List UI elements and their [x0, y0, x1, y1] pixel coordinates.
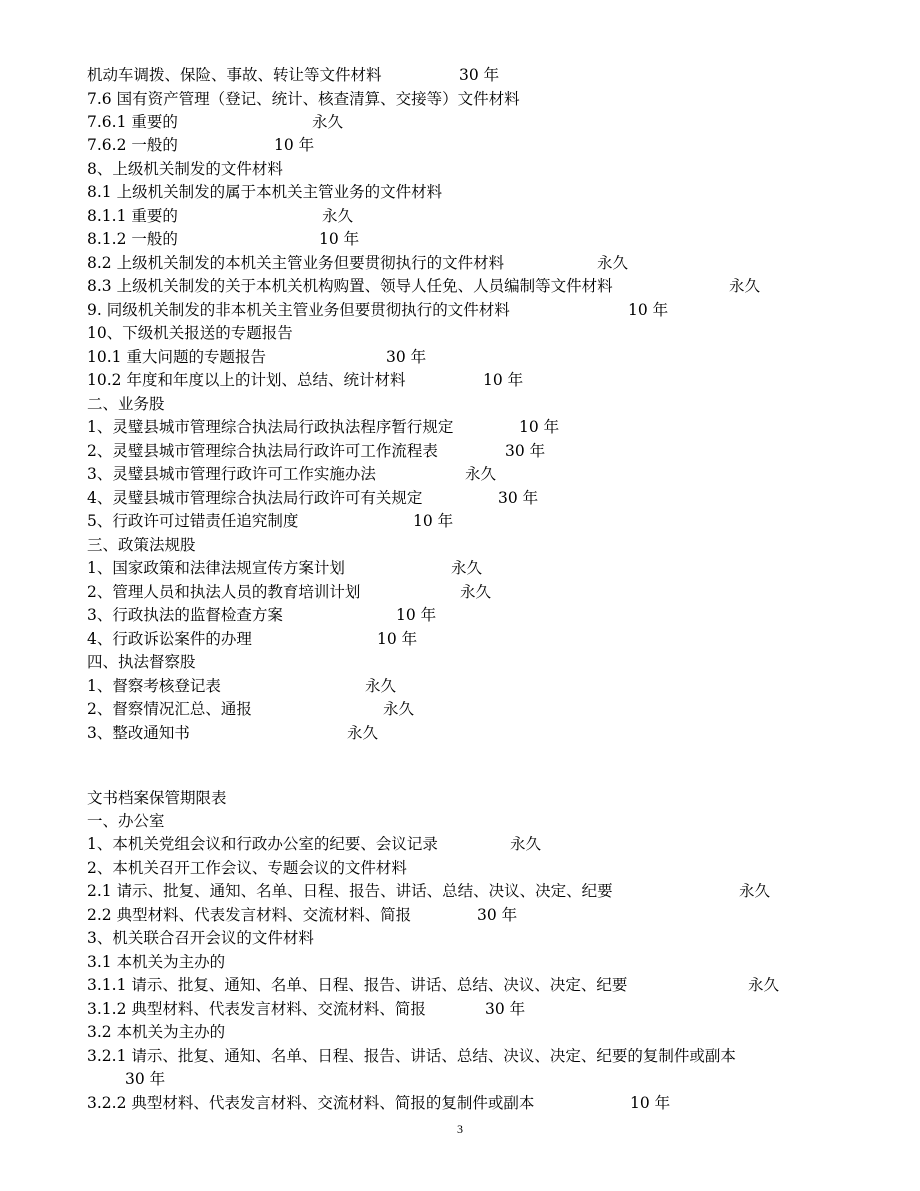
doc-line: 5、行政许可过错责任追究制度 10 年: [87, 512, 454, 530]
page-number: 3: [457, 1122, 463, 1136]
section-title: 文书档案保管期限表: [87, 789, 227, 807]
doc-line: 8.2 上级机关制发的本机关主管业务但要贯彻执行的文件材料 永久: [87, 254, 629, 272]
doc-line: 1、国家政策和法律法规宣传方案计划 永久: [87, 559, 483, 577]
doc-line: 10.2 年度和年度以上的计划、总结、统计材料 10 年: [87, 371, 524, 389]
doc-line: 8、上级机关制发的文件材料: [87, 160, 283, 178]
doc-line: 2、督察情况汇总、通报 永久: [87, 700, 415, 718]
document-page: 机动车调拨、保险、事故、转让等文件材料 30 年 7.6 国有资产管理（登记、统计、核查清算、交接等）文件材料 7.6.1 重要的 永久 7.6.2 一般的 10 年 8、上级机关制发的文件材料 8.1 上级机关制发的属于本机关主管业务的文件材料 8.1.1 重要的 永久 8.1.2 一般的 10 年 8.2 上级机关制发的本机关主管业务但要贯彻执行的文件材料 永久 8.3 上级机关制发的关于本机关机构购置、领导人任免、人员编制等文件材料 永久 9. 同级机关制发的非本机关主管业务但要贯彻执行的文件材料 10 年 10、下级机关报送的专题报告 10.1 重大问题的专题报告 30 年 10.2 年度和年度以上的计划、总结、统计材料 10 年 二、业务股 1、灵璧县城市管理综合执法局行政执法程序暂行规定 10 年 2、灵璧县城市管理综合执法局行政许可工作流程表 30 年 3、灵璧县城市管理行政许可工作实施办法 永久 4、灵璧县城市管理综合执法局行政许可有关规定 30 年 5、行政许可过错责任追究制度 10 年 三、政策法规股 1、国家政策和法律法规宣传方案计划 永久 2、管理人员和执法人员的教育培训计划 永久 3、行政执法的监督检查方案 10 年 4、行政诉讼案件的办理 10 年 四、执法督察股 1、督察考核登记表 永久 2、督察情况汇总、通报 永久 3、整改通知书 永久 文书档案保管期限表 一、办公室 1、本机关党组会议和行政办公室的纪要、会议记录 永久 2、本机关召开工作会议、专题会议的文件材料 2.1 请示、批复、通知、名单、日程、报告、讲话、总结、决议、决定、纪要 永久 2.2 典型材料、代表发言材料、交流材料、简报 30 年 3、机关联合召开会议的文件材料 3.1 本机关为主办的 3.1.1 请示、批复、通知、名单、日程、报告、讲话、总结、决议、决定、纪要 永久 3.1.2 典型材料、代表发言材料、交流材料、简报 30 年 3.2 本机关为主办的 3.2.1 请示、批复、通知、名单、日程、报告、讲话、总结、决议、决定、纪要的复制件或副本 30 年 3.2.2 典型材料、代表发言材料、交流材料、简报的复制件或副本 10 年 3: [0, 0, 920, 1191]
doc-line: 4、行政诉讼案件的办理 10 年: [87, 630, 418, 648]
doc-line: 10、下级机关报送的专题报告: [87, 324, 293, 342]
doc-line: 二、业务股: [87, 395, 165, 413]
doc-line: 7.6.1 重要的 永久: [87, 113, 344, 131]
doc-line: 四、执法督察股: [87, 653, 196, 671]
doc-line: 3.1.2 典型材料、代表发言材料、交流材料、简报 30 年: [87, 1000, 526, 1018]
doc-line: 2、管理人员和执法人员的教育培训计划 永久: [87, 583, 492, 601]
doc-line: 9. 同级机关制发的非本机关主管业务但要贯彻执行的文件材料 10 年: [87, 301, 669, 319]
doc-line: 3.2.1 请示、批复、通知、名单、日程、报告、讲话、总结、决议、决定、纪要的复制件或副本: [87, 1047, 736, 1065]
doc-line: 7.6.2 一般的 10 年: [87, 136, 315, 154]
doc-line: 3.2 本机关为主办的: [87, 1023, 226, 1041]
doc-line: 7.6 国有资产管理（登记、统计、核查清算、交接等）文件材料: [87, 90, 520, 108]
doc-line: 3、整改通知书 永久: [87, 724, 379, 742]
doc-line: 10.1 重大问题的专题报告 30 年: [87, 348, 427, 366]
doc-line: 8.1.2 一般的 10 年: [87, 230, 360, 248]
doc-line: 1、督察考核登记表 永久: [87, 677, 397, 695]
doc-line: 8.3 上级机关制发的关于本机关机构购置、领导人任免、人员编制等文件材料 永久: [87, 277, 761, 295]
doc-line: 2.2 典型材料、代表发言材料、交流材料、简报 30 年: [87, 906, 518, 924]
doc-line: 三、政策法规股: [87, 536, 196, 554]
doc-line: 2、灵璧县城市管理综合执法局行政许可工作流程表 30 年: [87, 442, 546, 460]
doc-line: 4、灵璧县城市管理综合执法局行政许可有关规定 30 年: [87, 489, 539, 507]
doc-line: 3.1.1 请示、批复、通知、名单、日程、报告、讲话、总结、决议、决定、纪要 永久: [87, 976, 780, 994]
doc-line: 3.2.2 典型材料、代表发言材料、交流材料、简报的复制件或副本 10 年: [87, 1094, 671, 1112]
doc-line: 一、办公室: [87, 812, 165, 830]
doc-line: 3.1 本机关为主办的: [87, 953, 226, 971]
doc-line: 1、本机关党组会议和行政办公室的纪要、会议记录 永久: [87, 835, 542, 853]
doc-line: 1、灵璧县城市管理综合执法局行政执法程序暂行规定 10 年: [87, 418, 560, 436]
doc-line: 3、机关联合召开会议的文件材料: [87, 929, 314, 947]
doc-line: 8.1.1 重要的 永久: [87, 207, 354, 225]
doc-line: 2.1 请示、批复、通知、名单、日程、报告、讲话、总结、决议、决定、纪要 永久: [87, 882, 771, 900]
doc-line: 3、灵璧县城市管理行政许可工作实施办法 永久: [87, 465, 497, 483]
doc-line: 机动车调拨、保险、事故、转让等文件材料 30 年: [87, 66, 500, 84]
doc-line: 2、本机关召开工作会议、专题会议的文件材料: [87, 859, 407, 877]
doc-line: 3、行政执法的监督检查方案 10 年: [87, 606, 437, 624]
doc-line: 8.1 上级机关制发的属于本机关主管业务的文件材料: [87, 183, 443, 201]
